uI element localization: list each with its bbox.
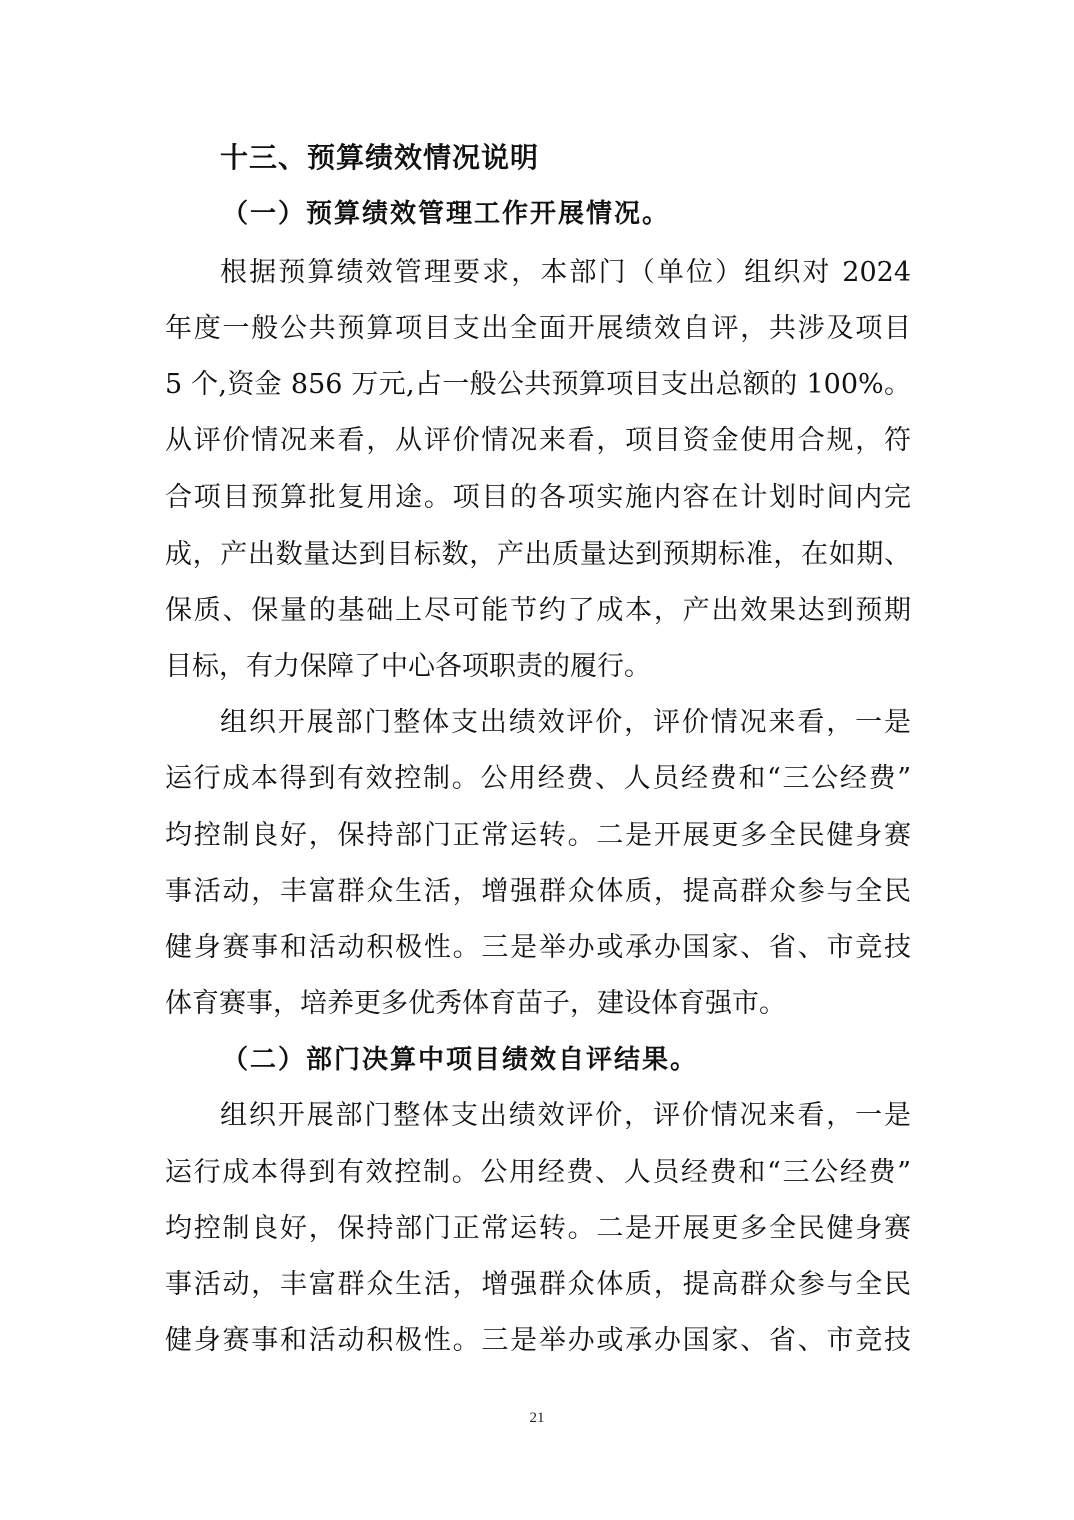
page-number: 21 — [529, 1410, 545, 1426]
paragraph-3-line-2: 运行成本得到有效控制。公用经费、人员经费和“三公经费” — [165, 1157, 911, 1188]
subsection-heading-2: （二）部门决算中项目绩效自评结果。 — [222, 1045, 699, 1075]
paragraph-1-line-2: 年度一般公共预算项目支出全面开展绩效自评，共涉及项目 — [165, 313, 911, 344]
paragraph-2-line-3: 均控制良好，保持部门正常运转。二是开展更多全民健身赛 — [165, 820, 911, 851]
paragraph-1-line-1: 根据预算绩效管理要求，本部门（单位）组织对 2024 — [220, 257, 911, 288]
paragraph-1-line-6: 成，产出数量达到目标数，产出质量达到预期标准，在如期、 — [165, 539, 911, 570]
paragraph-3-line-5: 健身赛事和活动积极性。三是举办或承办国家、省、市竞技 — [165, 1325, 911, 1356]
paragraph-2-line-1: 组织开展部门整体支出绩效评价，评价情况来看，一是 — [220, 707, 911, 738]
paragraph-1-line-4: 从评价情况来看，从评价情况来看，项目资金使用合规，符 — [165, 425, 911, 456]
section-heading: 十三、预算绩效情况说明 — [220, 141, 540, 174]
paragraph-3-line-3: 均控制良好，保持部门正常运转。二是开展更多全民健身赛 — [165, 1213, 911, 1244]
paragraph-1-line-3: 5 个,资金 856 万元,占一般公共预算项目支出总额的 100%。 — [165, 369, 911, 400]
paragraph-2-line-6: 体育赛事，培养更多优秀体育苗子，建设体育强市。 — [165, 988, 786, 1019]
paragraph-2-line-2: 运行成本得到有效控制。公用经费、人员经费和“三公经费” — [165, 763, 911, 794]
subsection-heading-1: （一）预算绩效管理工作开展情况。 — [222, 199, 671, 229]
paragraph-2-line-5: 健身赛事和活动积极性。三是举办或承办国家、省、市竞技 — [165, 932, 911, 963]
paragraph-1-line-8: 目标，有力保障了中心各项职责的履行。 — [165, 651, 651, 682]
paragraph-1-line-7: 保质、保量的基础上尽可能节约了成本，产出效果达到预期 — [165, 595, 911, 626]
paragraph-3-line-4: 事活动，丰富群众生活，增强群众体质，提高群众参与全民 — [165, 1269, 911, 1300]
paragraph-1-line-5: 合项目预算批复用途。项目的各项实施内容在计划时间内完 — [165, 482, 911, 513]
paragraph-2-line-4: 事活动，丰富群众生活，增强群众体质，提高群众参与全民 — [165, 876, 911, 907]
paragraph-3-line-1: 组织开展部门整体支出绩效评价，评价情况来看，一是 — [220, 1100, 911, 1131]
